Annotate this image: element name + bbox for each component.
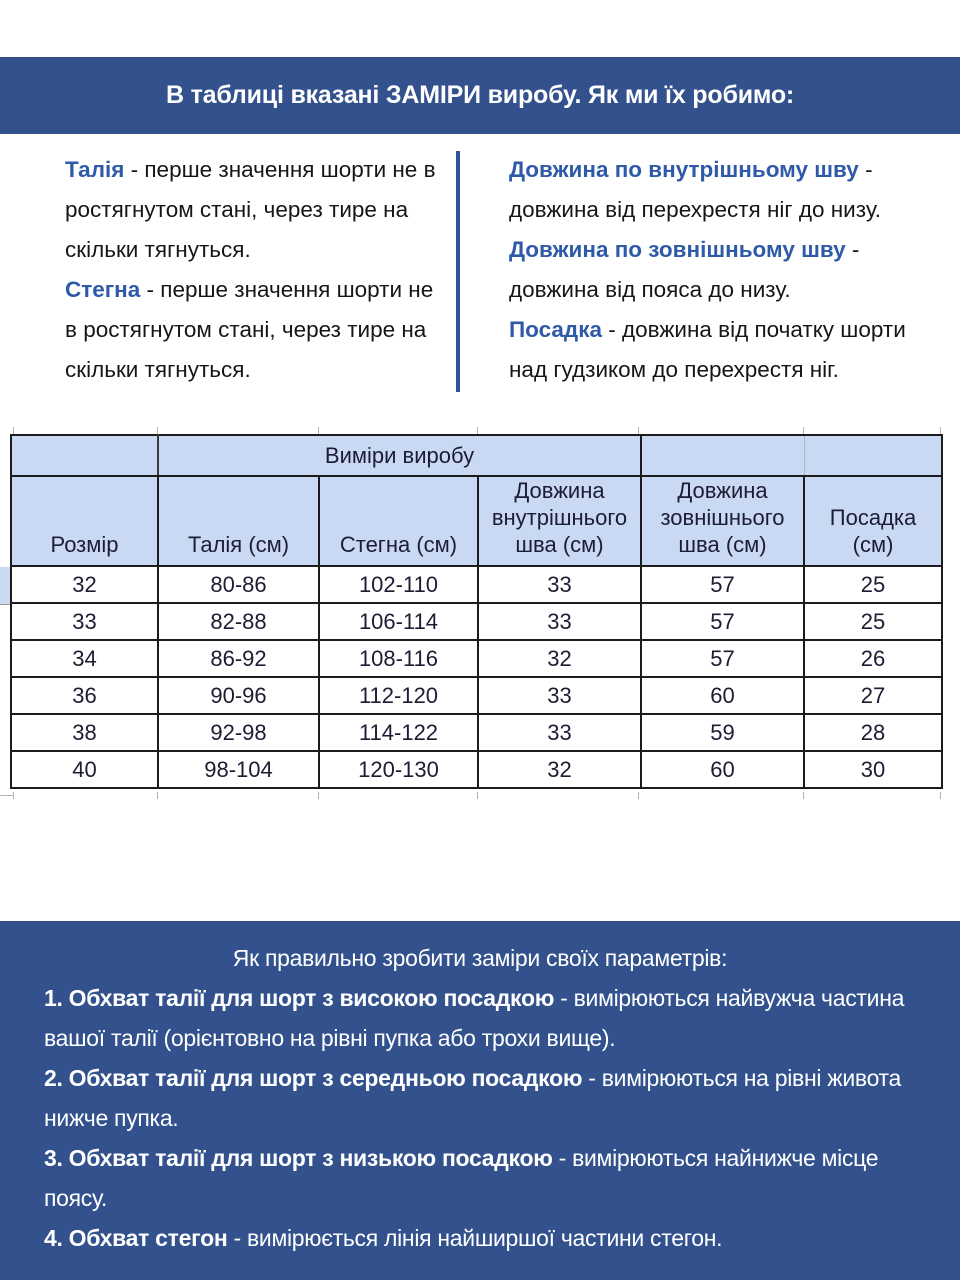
table-cell: 40 (11, 751, 158, 788)
column-divider (456, 151, 460, 392)
table-cell: 82-88 (158, 603, 319, 640)
instruction-text: - вимірюються на рівні живота нижче пупка. (44, 1065, 902, 1131)
table-row (11, 640, 942, 677)
instruction-text: - вимірюються найвужча частина вашої талії (орієнтовно на рівні пупка або трохи вище). (44, 985, 905, 1051)
gridline-stub (638, 427, 639, 434)
gridline-stub (803, 792, 804, 799)
table-cell: 33 (478, 714, 641, 751)
size-table (10, 434, 943, 789)
table-cell: 26 (804, 640, 942, 677)
table-group-header: Виміри виробу (158, 435, 641, 476)
table-cell: 33 (478, 603, 641, 640)
banner-title: В таблиці вказані ЗАМІРИ виробу. Як ми їх робимо: (165, 81, 795, 109)
definition-text: - перше значення шорти не в ростягнутом стані, через тире на скільки тягнуться. (65, 157, 436, 262)
instructions-heading: Як правильно зробити заміри своїх параметрів: (232, 945, 728, 971)
definition-term: Талія (65, 157, 125, 182)
instruction-item (44, 978, 916, 1058)
table-cell: 86-92 (158, 640, 319, 677)
table-row (11, 566, 942, 603)
instruction-lead: 3. Обхват талії для шорт з низькою посадкою (44, 1145, 553, 1171)
table-cell: 33 (11, 603, 158, 640)
gridline-stub (803, 427, 804, 434)
table-cell: 57 (641, 566, 804, 603)
table-group-row (11, 435, 942, 476)
table-cell: 38 (11, 714, 158, 751)
gridline-stub (477, 792, 478, 799)
column-header-waist: Талія (см) (158, 476, 319, 566)
table-cell: 25 (804, 603, 942, 640)
gridline-stub (940, 427, 941, 434)
table-cell: 102-110 (319, 566, 478, 603)
definition-term: Посадка (509, 317, 602, 342)
table-cell: 57 (641, 603, 804, 640)
definition-text: - довжина від пояса до низу. (509, 237, 860, 302)
instruction-item (44, 1218, 916, 1258)
size-table-head (11, 435, 942, 566)
table-cell: 27 (804, 677, 942, 714)
table-corner-cell (11, 435, 158, 476)
table-cell: 25 (804, 566, 942, 603)
definitions-left-column (65, 150, 443, 390)
table-row (11, 714, 942, 751)
table-cell: 28 (804, 714, 942, 751)
definition-stegna (65, 270, 443, 390)
definition-term: Стегна (65, 277, 141, 302)
table-row (11, 751, 942, 788)
instruction-lead: 4. Обхват стегон (44, 1225, 228, 1251)
gridline-stub (477, 427, 478, 434)
table-cell: 59 (641, 714, 804, 751)
size-table-body (11, 566, 942, 788)
gridline-stub (638, 792, 639, 799)
table-cell: 112-120 (319, 677, 478, 714)
table-header-row (11, 476, 942, 566)
table-cell: 32 (478, 751, 641, 788)
table-cell: 60 (641, 751, 804, 788)
column-header-size: Розмір (11, 476, 158, 566)
instruction-item (44, 1138, 916, 1218)
definition-term: Довжина по зовнішньому шву (509, 237, 846, 262)
gridline-stub (13, 427, 14, 434)
table-cell: 106-114 (319, 603, 478, 640)
column-header-outseam: Довжина зовнішнього шва (см) (641, 476, 804, 566)
column-header-hips: Стегна (см) (319, 476, 478, 566)
table-cell: 32 (11, 566, 158, 603)
table-row (11, 603, 942, 640)
table-cell: 33 (478, 566, 641, 603)
table-cell: 98-104 (158, 751, 319, 788)
instruction-lead: 2. Обхват талії для шорт з середньою посадкою (44, 1065, 583, 1091)
gridline-stub (318, 427, 319, 434)
instruction-text: - вимірюються найнижче місце поясу. (44, 1145, 879, 1211)
gridline-stub (157, 792, 158, 799)
definition-inseam (509, 150, 937, 230)
table-cell: 60 (641, 677, 804, 714)
table-cell: 32 (478, 640, 641, 677)
table-cell: 33 (478, 677, 641, 714)
gridline-stub (13, 792, 14, 799)
table-cell: 114-122 (319, 714, 478, 751)
definition-term: Довжина по внутрішньому шву (509, 157, 859, 182)
definition-talia (65, 150, 443, 270)
definitions-right-column (509, 150, 937, 390)
table-ghost-cell (641, 435, 804, 476)
table-cell: 108-116 (319, 640, 478, 677)
table-cell: 57 (641, 640, 804, 677)
table-cell: 34 (11, 640, 158, 677)
instructions-panel (0, 921, 960, 1280)
gridline-stub (0, 795, 13, 796)
table-cell: 120-130 (319, 751, 478, 788)
definition-text: - довжина від початку шорти над гудзиком до перехрестя ніг. (509, 317, 906, 382)
table-ghost-cell (804, 435, 942, 476)
table-cell: 30 (804, 751, 942, 788)
table-row (11, 677, 942, 714)
definition-text: - довжина від перехрестя ніг до низу. (509, 157, 882, 222)
definition-outseam (509, 230, 937, 310)
definition-text: - перше значення шорти не в ростягнутом стані, через тире на скільки тягнуться. (65, 277, 434, 382)
instruction-item (44, 1058, 916, 1138)
table-cell: 80-86 (158, 566, 319, 603)
definition-rise (509, 310, 937, 390)
gridline-stub (318, 792, 319, 799)
header-banner (0, 57, 960, 134)
column-header-rise: Посадка (см) (804, 476, 942, 566)
table-cell: 36 (11, 677, 158, 714)
gridline-stub (157, 427, 158, 434)
instruction-text: - вимірюється лінія найширшої частини стегон. (227, 1225, 723, 1251)
gridline-stub (940, 792, 941, 799)
column-header-inseam: Довжина внутрішнього шва (см) (478, 476, 641, 566)
instruction-lead: 1. Обхват талії для шорт з високою посадкою (44, 985, 555, 1011)
table-cell: 90-96 (158, 677, 319, 714)
table-cell: 92-98 (158, 714, 319, 751)
